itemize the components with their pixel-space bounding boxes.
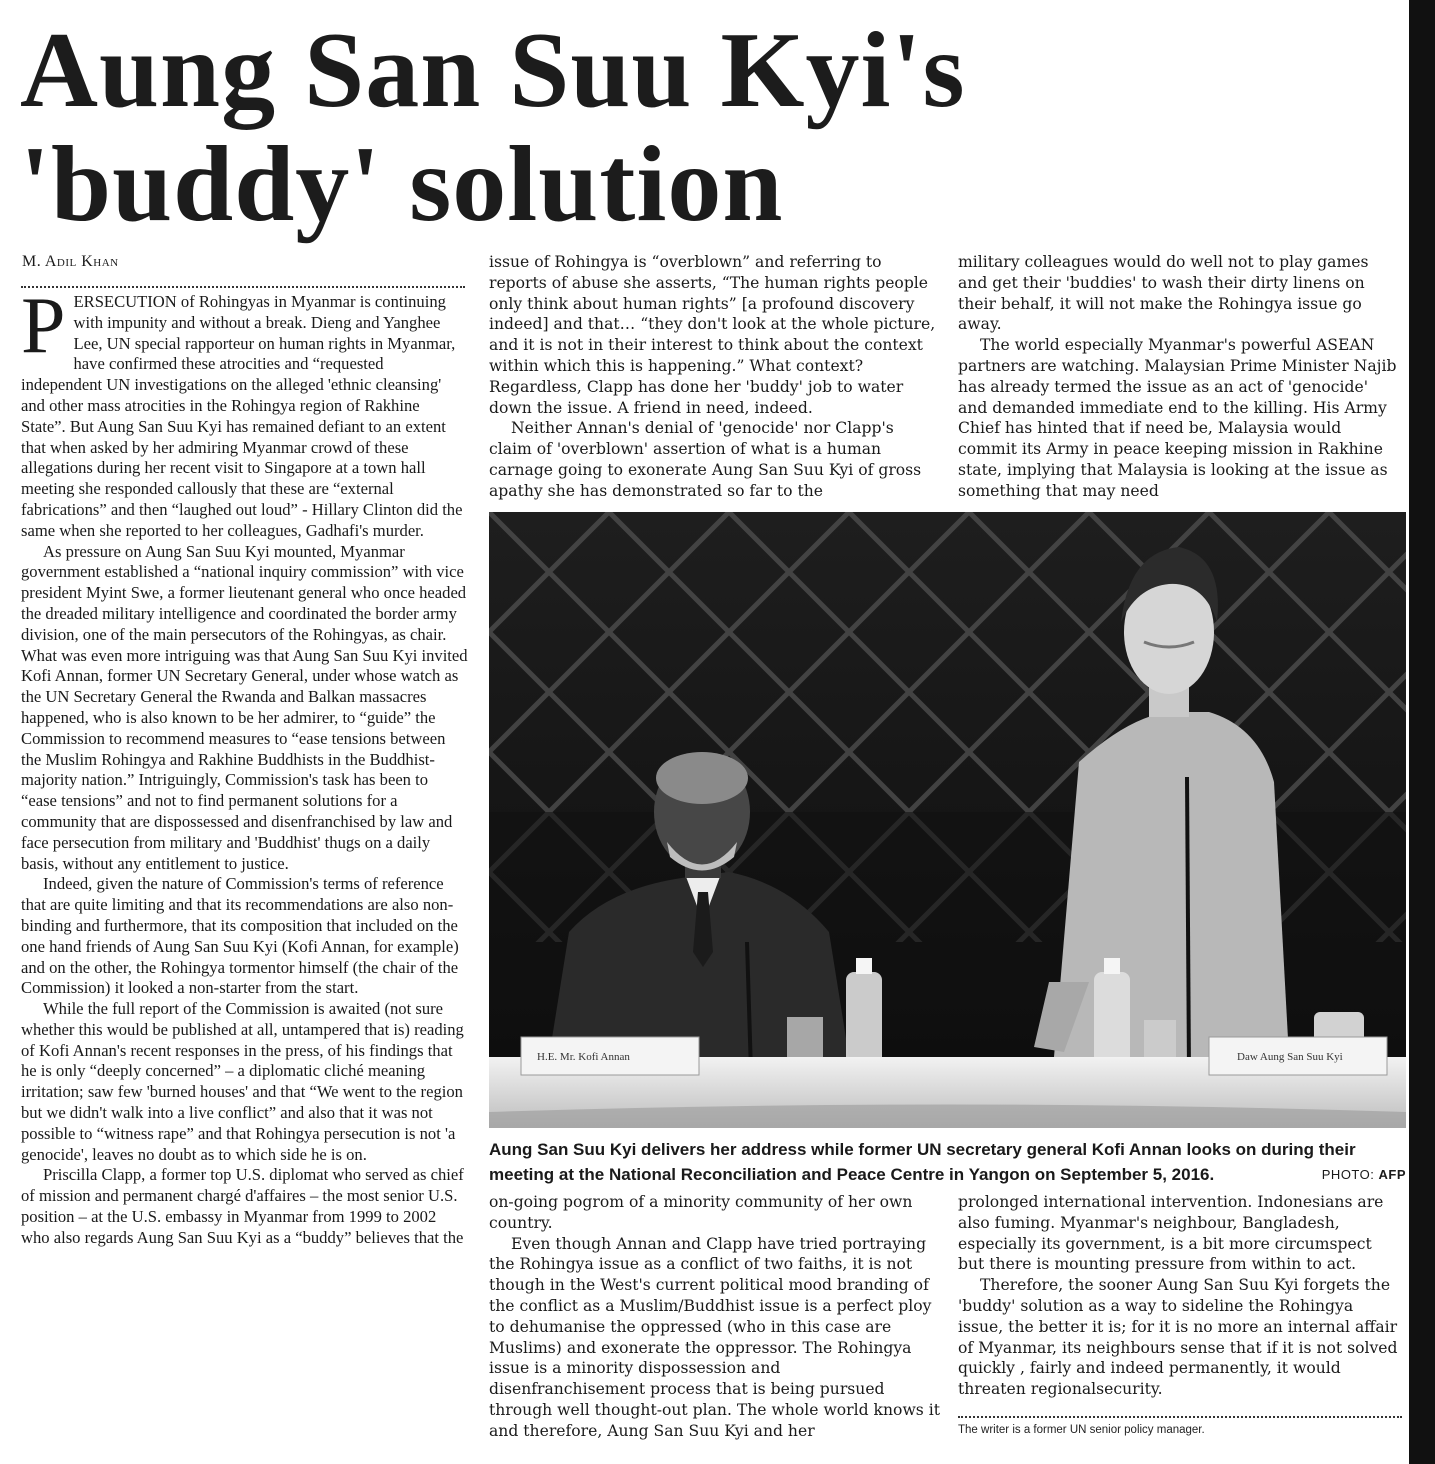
footnote-divider xyxy=(958,1416,1402,1418)
credit-label: PHOTO: xyxy=(1321,1167,1375,1182)
paragraph-text: ERSECUTION of Rohingyas in Myanmar is continuing with impunity and without a break. Dieng and Yanghee Lee, UN special rapporteur on human rights in Myanmar, have confirmed these atrocities and “requested independent UN investigations on the alleged 'ethnic cleansing' and other mass atrocities in the Rohingya region of Rakhine State”. But Aung San Suu Kyi has remained defiant to an extent that when asked by her admiring Myanmar crowd of these allegations during her recent visit to Singapore at a town hall meeting she responded callously that these are “external fabrications” and then “laughed out loud” - Hillary Clinton did the same when she reported to her colleagues, Gadhafi's murder. xyxy=(21,292,463,540)
paragraph: As pressure on Aung San Suu Kyi mounted, Myanmar government established a “national inquiry commission” with vice president Myint Swe, a former lieutenant general who once headed the dreaded military intelligence and coordinated the border army division, one of the main persecutors of the Rohingyas, as chair. What was even more intriguing was that Aung San Suu Kyi invited Kofi Annan, former UN Secretary General, under whose watch as the UN Secretary General the Rwanda and Balkan massacres happened, who is also known to be her admirer, to “guide” the Commission to recommend measures to “ease tensions between the Muslim Rohingya and Rakhine Buddhists in the Buddhist-majority nation.” Intriguingly, Commission's task has been to “ease tensions” and not to find permanent solutions for a community that are dispossessed and disenfranchised by law and face persecution from military and 'Buddhist' thugs on a daily basis, without any entitlement to justice. xyxy=(21,541,468,873)
paragraph: The world especially Myanmar's powerful ASEAN partners are watching. Malaysian Prime Minister Najib has already termed the issue as an act of 'genocide' and demanded immediate end to the killing. His Army Chief has hinted that if need be, Malaysia would commit its Army in peace keeping mission in Rakhine state, implying that Malaysia is looking at the issue as something that may need xyxy=(958,336,1397,500)
photo-credit xyxy=(1322,1167,1406,1182)
paragraph: issue of Rohingya is “overblown” and referring to reports of abuse she asserts, “The human rights people only think about human rights” [a profound discovery indeed] and that… “they don't look at the whole picture, and it is not in their interest to think about the context within which this is happening.” What context? Regardless, Clapp has done her 'buddy' job to water down the issue. A friend in need, indeed. xyxy=(489,253,936,417)
article-column-3-top xyxy=(958,252,1402,502)
paragraph: on-going pogrom of a minority community of her own country. xyxy=(489,1193,913,1232)
article-column-2-top xyxy=(489,252,941,502)
headline-line-2: 'buddy' solution xyxy=(20,125,784,244)
photo-illustration xyxy=(489,512,1406,1128)
byline-divider xyxy=(21,286,465,288)
article-column-3-bottom xyxy=(958,1192,1402,1400)
paragraph: Therefore, the sooner Aung San Suu Kyi forgets the 'buddy' solution as a way to sideline the Rohingya issue, the better it is; for it is no more an internal affair of Myanmar, its neighbours sense that if it is not solved quickly , fairly and indeed permanently, it would threaten regionalsecurity. xyxy=(958,1276,1398,1399)
byline: M. Adil Khan xyxy=(22,253,119,270)
author-footnote: The writer is a former UN senior policy manager. xyxy=(958,1424,1205,1436)
headline-line-1: Aung San Suu Kyi's xyxy=(20,11,966,130)
microphone-right xyxy=(1187,777,1189,1072)
page-edge-shadow xyxy=(1409,0,1435,1464)
paragraph: Indeed, given the nature of Commission's terms of reference that are quite limiting and that its recommendations are also non-binding and furthermore, that its composition that included on the one hand friends of Aung San Suu Kyi (Kofi Annan, for example) and on the other, the Rohingya tormentor himself (the chair of the Commission) it looked a non-starter from the start. xyxy=(21,874,459,998)
nameplate-left-text: H.E. Mr. Kofi Annan xyxy=(537,1051,630,1063)
photo-caption: Aung San Suu Kyi delivers her address while former UN secretary general Kofi Annan looks on during their meeting at the National Reconciliation and Peace Centre in Yangon on September 5, 2016. xyxy=(489,1140,1356,1184)
article-column-2-bottom xyxy=(489,1192,941,1442)
nameplate-right-text: Daw Aung San Suu Kyi xyxy=(1237,1051,1343,1063)
paragraph: military colleagues would do well not to play games and get their 'buddies' to wash their dirty linens on their behalf, it will not make the Rohingya issue go away. xyxy=(958,253,1369,334)
news-photo xyxy=(489,512,1406,1128)
paragraph xyxy=(21,282,468,542)
headline xyxy=(20,11,1020,244)
credit-source: AFP xyxy=(1378,1167,1406,1182)
paragraph: Priscilla Clapp, a former top U.S. diplomat who served as chief of mission and permanent chargé d'affaires – the most senior U.S. position – at the U.S. embassy in Myanmar from 1999 to 2002 who also regards Aung San Suu Kyi as a “buddy” believes that the xyxy=(21,1165,464,1247)
paragraph: prolonged international intervention. Indonesians are also fuming. Myanmar's neighbour, Bangladesh, especially its government, is a bit more circumspect but there is mounting pressure from within to act. xyxy=(958,1193,1384,1274)
drop-cap: P xyxy=(21,282,66,370)
paragraph: Even though Annan and Clapp have tried portraying the Rohingya issue as a conflict of two faiths, it is not though in the West's current political mood branding of the conflict as a Muslim/Buddhist issue is a perfect ploy to dehumanise the oppressed (who in this case are Muslims) and exonerate the oppressor. The Rohingya issue is a minority dispossession and disenfranchisement process that is being pursued through well thought-out plan. The whole world knows it and therefore, Aung San Suu Kyi and her xyxy=(489,1234,941,1440)
paragraph: While the full report of the Commission is awaited (not sure whether this would be published at all, untampered that is) reading of Kofi Annan's recent responses in the press, of his findings that he is only “deeply concerned” – a diplomatic cliché meaning irritation; saw few 'burned houses' and that “We went to the region but we didn't walk into a live conflict” and also that it was not possible to “witness rape” and that Rohingya persecution is not 'a genocide', leaves no doubt as to which side he is on. xyxy=(21,999,464,1164)
paragraph: Neither Annan's denial of 'genocide' nor Clapp's claim of 'overblown' assertion of what is a human carnage going to exonerate Aung San Suu Kyi of gross apathy she has demonstrated so far to the xyxy=(489,419,922,500)
article-column-1 xyxy=(21,282,468,1249)
